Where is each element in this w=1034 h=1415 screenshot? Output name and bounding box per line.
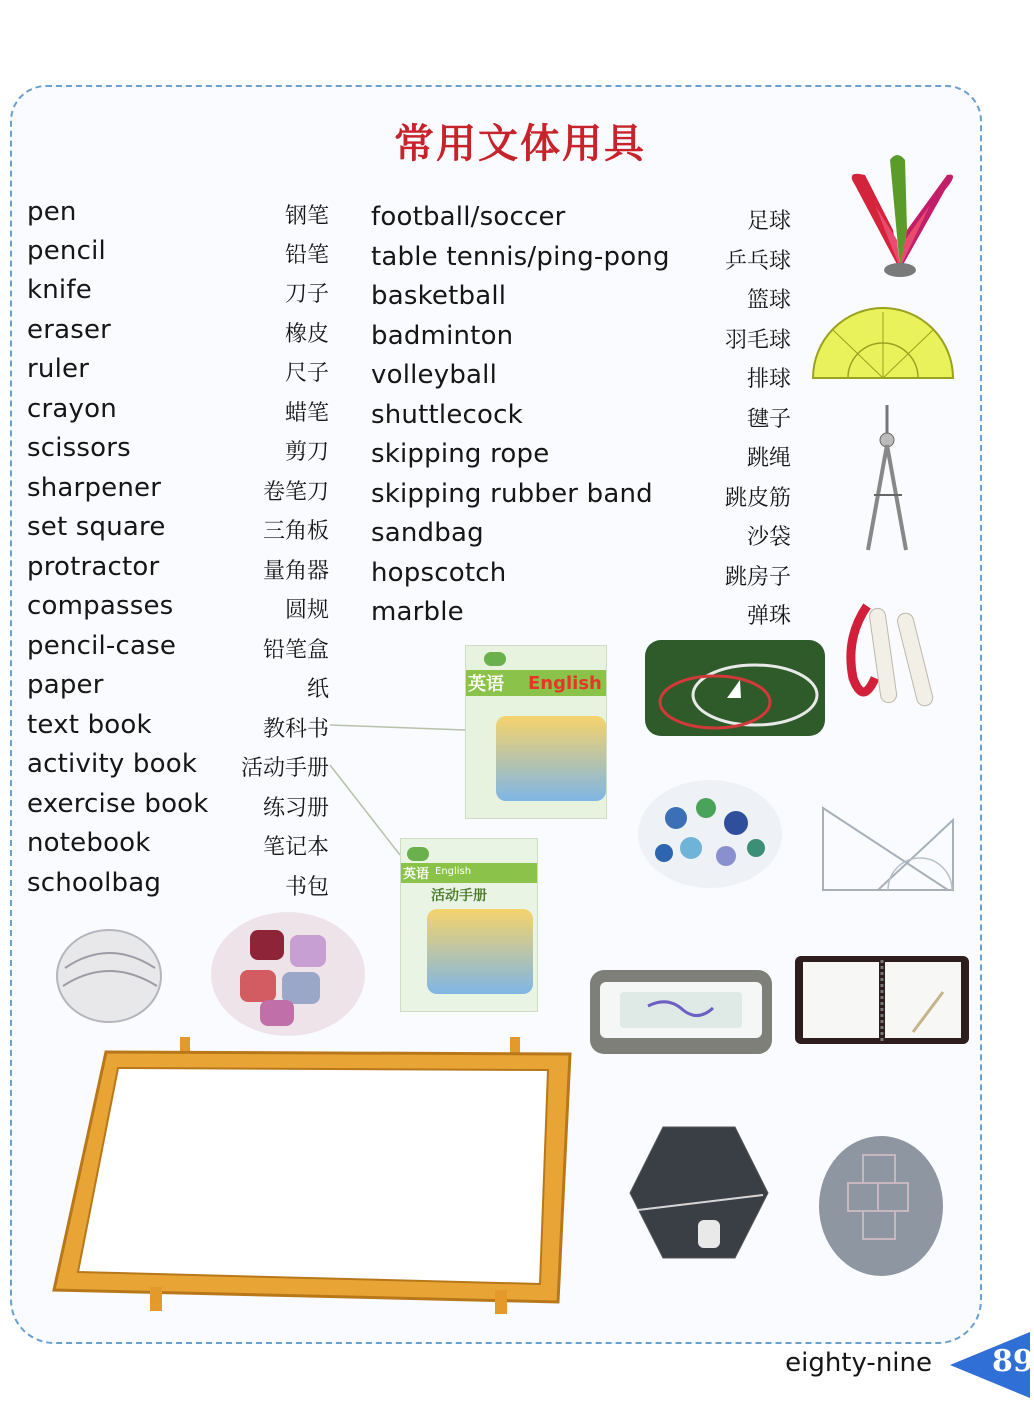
textbook-cover-image — [465, 645, 607, 819]
term-zh: 足球 — [746, 209, 791, 234]
list-item — [27, 512, 329, 548]
term-en: ruler — [27, 354, 90, 384]
term-en: protractor — [27, 552, 160, 582]
term-en: shuttlecock — [371, 400, 523, 430]
term-en: crayon — [27, 394, 117, 424]
notebook-image — [793, 952, 975, 1048]
list-item — [371, 400, 791, 436]
list-item — [371, 281, 791, 317]
term-zh: 橡皮 — [284, 322, 329, 347]
term-en: hopscotch — [371, 558, 507, 588]
term-en: marble — [371, 597, 464, 627]
list-item — [371, 202, 791, 238]
term-en: set square — [27, 512, 166, 542]
term-zh: 篮球 — [746, 288, 791, 313]
term-zh: 纸 — [306, 677, 329, 702]
term-en: activity book — [27, 749, 198, 779]
term-en: knife — [27, 275, 92, 305]
notice-board-frame-image — [40, 1032, 572, 1314]
cover-illustration — [496, 716, 606, 801]
list-item — [27, 433, 329, 469]
term-zh: 乒乓球 — [724, 249, 791, 274]
list-item — [371, 321, 791, 357]
marbles-image — [636, 778, 784, 890]
list-item — [27, 394, 329, 430]
term-en: pencil — [27, 236, 106, 266]
list-item — [27, 315, 329, 351]
page-number-words: eighty-nine — [785, 1348, 932, 1378]
shuttlecock-image — [835, 150, 965, 280]
list-item — [27, 354, 329, 390]
list-item — [27, 710, 329, 746]
term-zh: 毽子 — [746, 407, 791, 432]
volleyball-image — [55, 928, 163, 1024]
term-zh: 活动手册 — [240, 756, 329, 781]
term-en: skipping rubber band — [371, 479, 653, 509]
term-zh: 弹珠 — [746, 604, 791, 629]
term-en: badminton — [371, 321, 514, 351]
term-en: text book — [27, 710, 152, 740]
term-zh: 量角器 — [262, 559, 329, 584]
term-en: table tennis/ping-pong — [371, 242, 670, 272]
list-item — [371, 597, 791, 633]
list-item — [27, 552, 329, 588]
term-zh: 羽毛球 — [724, 328, 791, 353]
cover-language: English — [435, 866, 472, 877]
list-item — [371, 479, 791, 515]
list-item — [27, 749, 329, 785]
list-item — [27, 591, 329, 627]
protractor-image — [808, 300, 958, 382]
list-item — [371, 360, 791, 396]
list-item — [27, 631, 329, 667]
list-item — [27, 828, 329, 864]
list-item — [27, 670, 329, 706]
term-en: volleyball — [371, 360, 498, 390]
term-zh: 三角板 — [262, 519, 329, 544]
term-zh: 圆规 — [284, 598, 329, 623]
list-item — [27, 197, 329, 233]
term-zh: 蜡笔 — [284, 401, 329, 426]
page-title: 常用文体用具 — [394, 120, 646, 167]
term-en: pen — [27, 197, 77, 227]
term-en: eraser — [27, 315, 112, 345]
cover-subject: 英语 — [468, 674, 504, 695]
hopscotch-image — [818, 1135, 944, 1277]
skipping-rubber-band-image — [628, 1125, 770, 1260]
term-zh: 尺子 — [284, 361, 329, 386]
list-item — [371, 439, 791, 475]
cover-title: 活动手册 — [431, 888, 487, 904]
term-en: sharpener — [27, 473, 162, 503]
list-item — [371, 518, 791, 554]
term-zh: 笔记本 — [262, 835, 329, 860]
badminton-image — [645, 640, 825, 736]
activity-book-cover-image — [400, 838, 538, 1012]
page-number: 89 — [992, 1344, 1034, 1379]
term-zh: 铅笔 — [284, 243, 329, 268]
publisher-logo-icon — [484, 652, 506, 666]
term-en: paper — [27, 670, 104, 700]
term-en: scissors — [27, 433, 131, 463]
term-zh: 书包 — [284, 875, 329, 900]
pencil-case-image — [588, 968, 774, 1056]
term-en: skipping rope — [371, 439, 550, 469]
term-zh: 跳皮筋 — [724, 486, 791, 511]
compasses-image — [860, 400, 915, 555]
list-item — [27, 473, 329, 509]
sandbag-image — [210, 910, 366, 1038]
list-item — [371, 558, 791, 594]
term-zh: 排球 — [746, 367, 791, 392]
cover-illustration — [427, 909, 533, 994]
term-en: pencil-case — [27, 631, 177, 661]
cover-subject: 英语 — [403, 867, 430, 882]
term-en: sandbag — [371, 518, 484, 548]
term-zh: 练习册 — [262, 796, 329, 821]
term-en: exercise book — [27, 789, 209, 819]
list-item — [27, 236, 329, 272]
set-square-image — [818, 800, 958, 895]
term-zh: 刀子 — [284, 282, 329, 307]
term-zh: 教科书 — [262, 717, 329, 742]
term-en: basketball — [371, 281, 507, 311]
cover-language: English — [528, 673, 602, 694]
list-item — [27, 275, 329, 311]
term-en: notebook — [27, 828, 151, 858]
term-en: schoolbag — [27, 868, 162, 898]
term-zh: 卷笔刀 — [262, 480, 329, 505]
term-zh: 钢笔 — [284, 204, 329, 229]
list-item — [371, 242, 791, 278]
list-item — [27, 868, 329, 904]
list-item — [27, 789, 329, 825]
term-en: football/soccer — [371, 202, 566, 232]
term-zh: 铅笔盒 — [262, 638, 329, 663]
term-zh: 跳绳 — [746, 446, 791, 471]
term-zh: 沙袋 — [746, 525, 791, 550]
term-zh: 剪刀 — [284, 440, 329, 465]
term-en: compasses — [27, 591, 174, 621]
publisher-logo-icon — [407, 847, 429, 861]
skipping-rope-image — [845, 598, 945, 710]
term-zh: 跳房子 — [724, 565, 791, 590]
